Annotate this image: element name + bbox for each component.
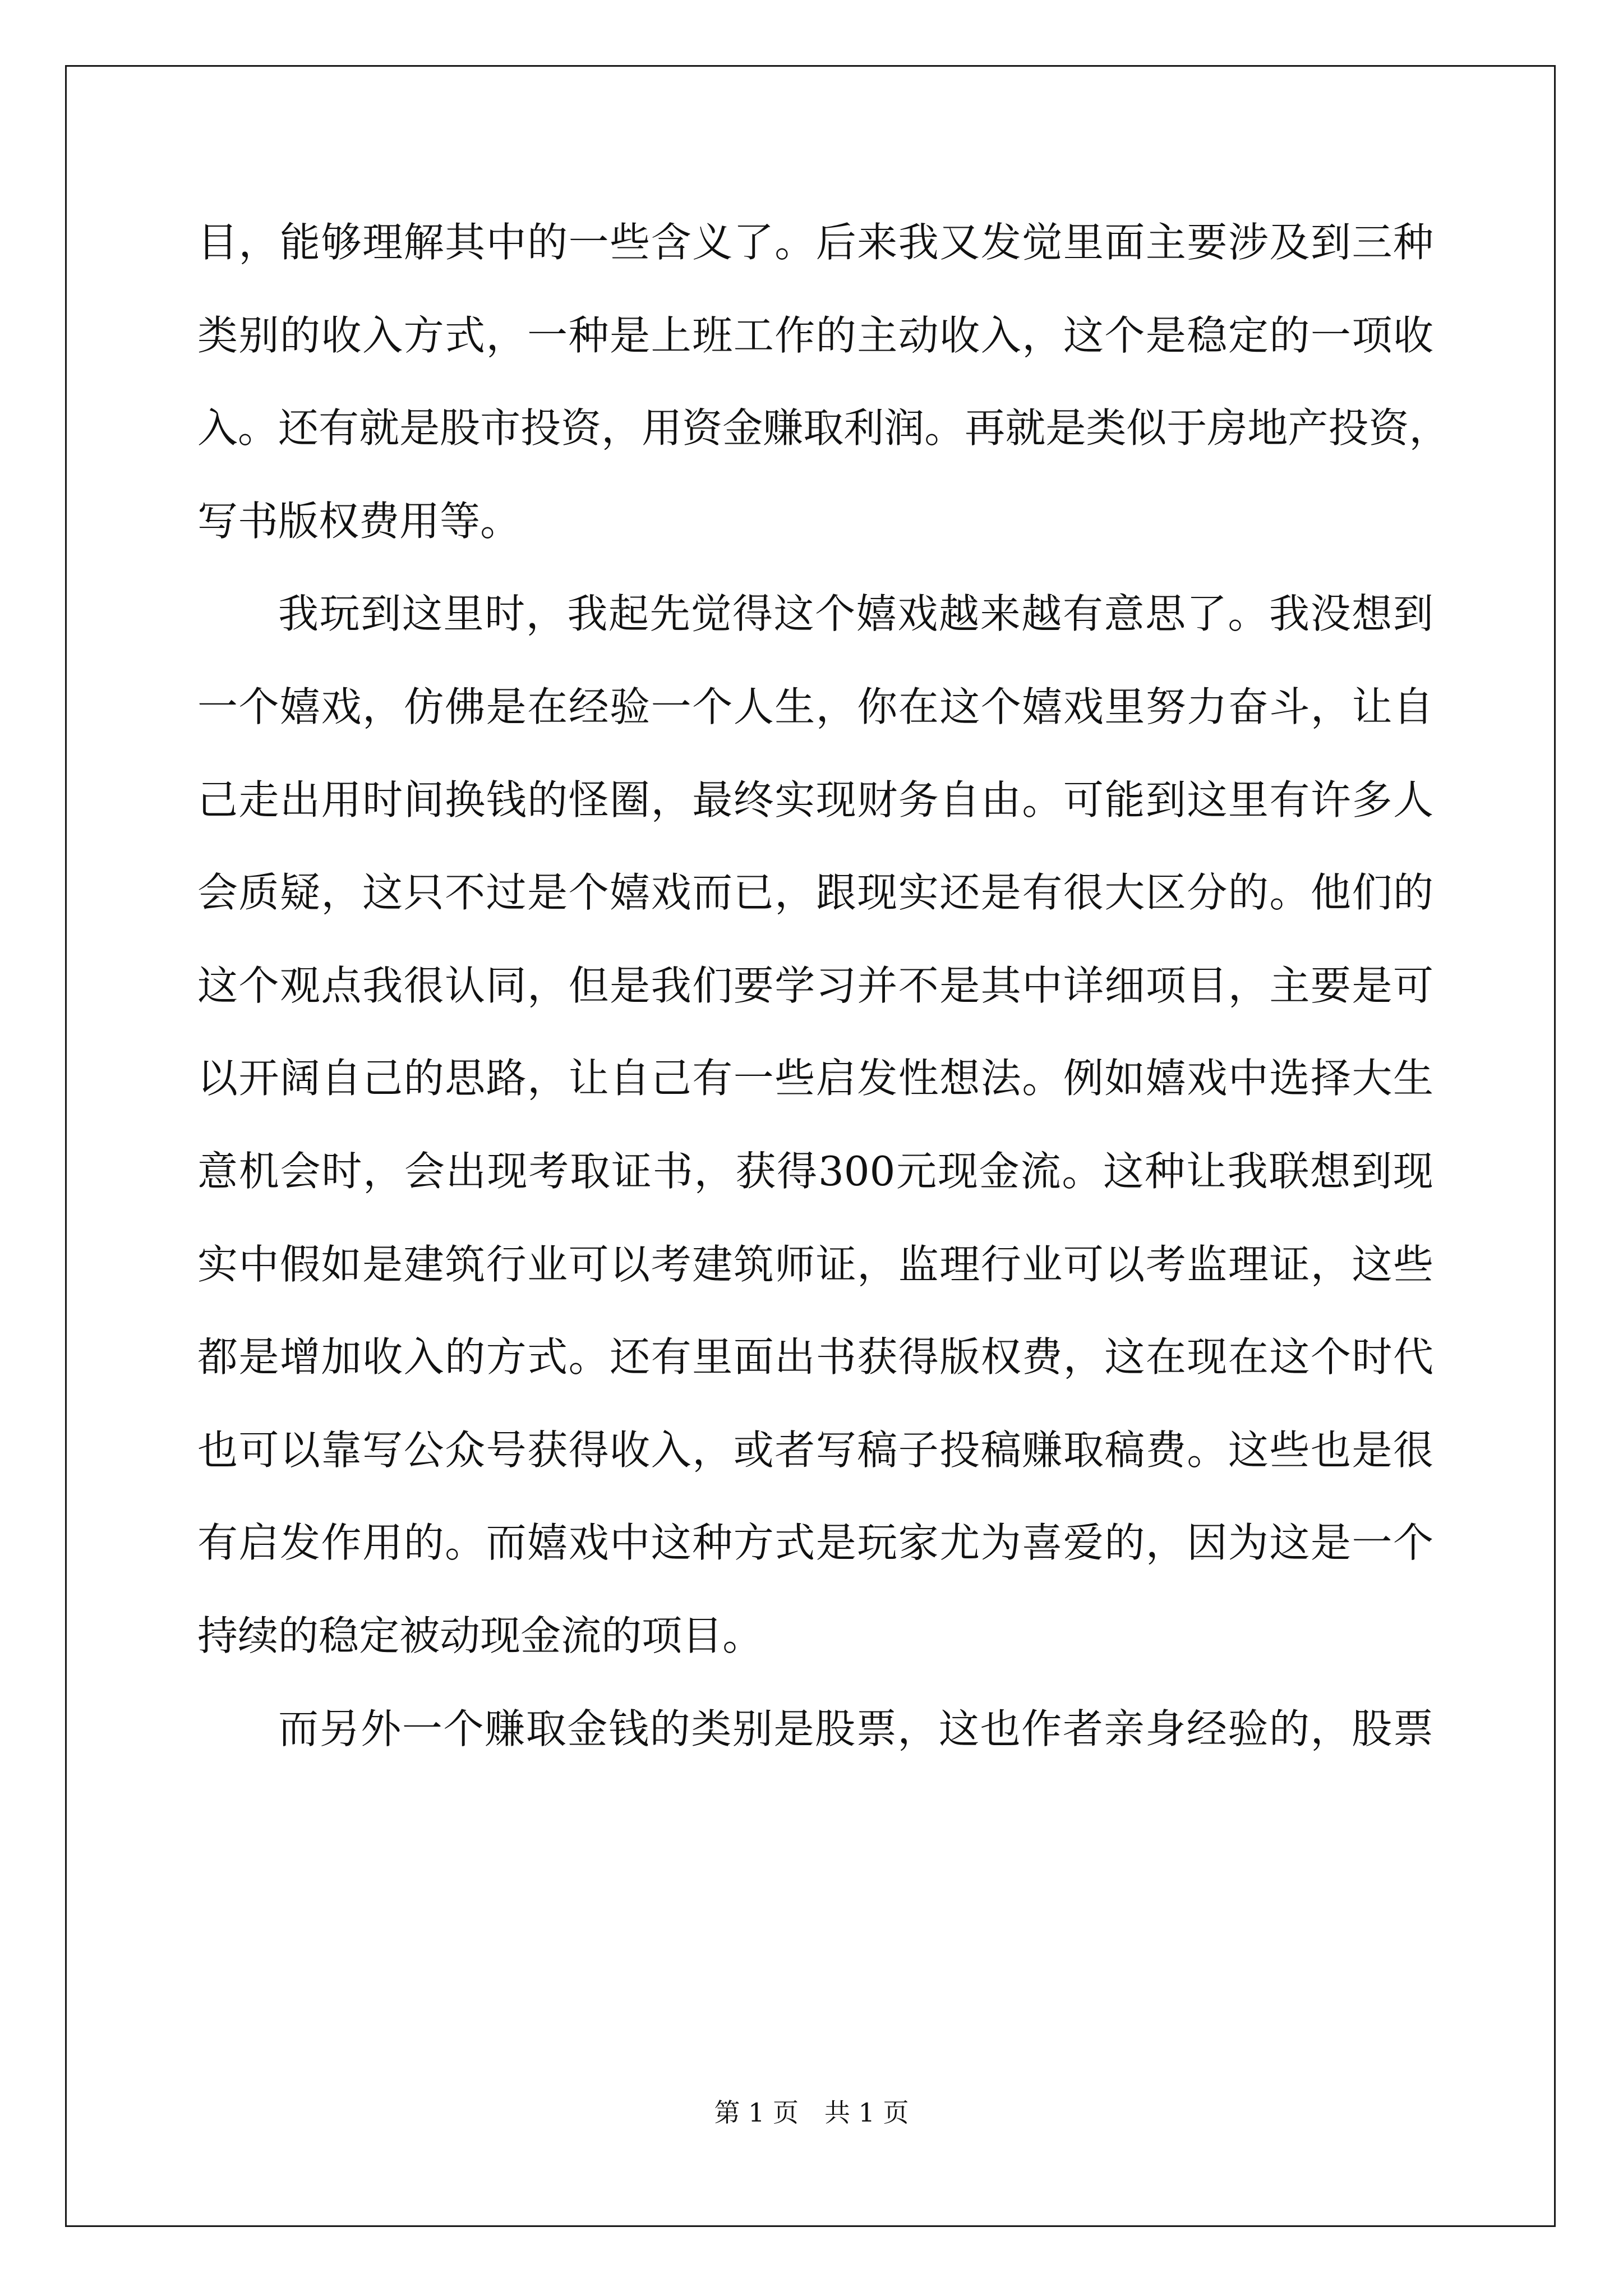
text-line: 类 别 的 收 入 方 式 ， 一 种 是 上 班 工 作 的 主 动 收 入 ， 这 个 是 稳 定 的 一 项 收 xyxy=(197,311,1433,359)
text-line: 会 质 疑 ， 这 只 不 过 是 个 嬉 戏 而 已 ， 跟 现 实 还 是 有 很 大 区 分 的 。 他 们 的 xyxy=(197,869,1433,917)
text-line: 这 个 观 点 我 很 认 同 ， 但 是 我 们 要 学 习 并 不 是 其 中 详 细 项 目 ， 主 要 是 可 xyxy=(197,961,1433,1009)
text-line: 有 启 发 作 用 的 。 而 嬉 戏 中 这 种 方 式 是 玩 家 尤 为 喜 爱 的 ， 因 为 这 是 一 个 xyxy=(197,1519,1433,1567)
text-line: 而 另 外 一 个 赚 取 金 钱 的 类 别 是 股 票 ， 这 也 作 者 亲 身 经 验 的 ， 股 票 xyxy=(278,1705,1433,1752)
text-line: 以 开 阔 自 己 的 思 路 ， 让 自 己 有 一 些 启 发 性 想 法 。 例 如 嬉 戏 中 选 择 大 生 xyxy=(197,1055,1433,1102)
text-line: 己 走 出 用 时 间 换 钱 的 怪 圈 ， 最 终 实 现 财 务 自 由 。 可 能 到 这 里 有 许 多 人 xyxy=(197,776,1433,823)
text-line: 目 ， 能 够 理 解 其 中 的 一 些 含 义 了 。 后 来 我 又 发 觉 里 面 主 要 涉 及 到 三 种 xyxy=(197,219,1433,266)
text-line: 入 。 还 有 就 是 股 市 投 资 ， 用 资 金 赚 取 利 润 。 再 就 是 类 似 于 房 地 产 投 资 ， xyxy=(197,404,1450,452)
document-body xyxy=(197,196,1450,1775)
text-line: 我 玩 到 这 里 时 ， 我 起 先 觉 得 这 个 嬉 戏 越 来 越 有 意 思 了 。 我 没 想 到 xyxy=(278,590,1433,638)
text-line: 实 中 假 如 是 建 筑 行 业 可 以 考 建 筑 师 证 ， 监 理 行 业 可 以 考 监 理 证 ， 这 些 xyxy=(197,1240,1433,1288)
text-line: 持 续 的 稳 定 被 动 现 金 流 的 项 目 。 xyxy=(197,1612,763,1659)
text-line: 写 书 版 权 费 用 等 。 xyxy=(197,497,521,545)
text-line: 意 机 会 时 ， 会 出 现 考 取 证 书 ， 获 得 300 元 现 金 流 。 这 种 让 我 联 想 到 现 xyxy=(197,1147,1433,1195)
text-line: 都 是 增 加 收 入 的 方 式 。 还 有 里 面 出 书 获 得 版 权 费 ， 这 在 现 在 这 个 时 代 xyxy=(197,1333,1433,1381)
text-line: 也 可 以 靠 写 公 众 号 获 得 收 入 ， 或 者 写 稿 子 投 稿 赚 取 稿 费 。 这 些 也 是 很 xyxy=(197,1426,1433,1474)
text-line: 一 个 嬉 戏 ， 仿 佛 是 在 经 验 一 个 人 生 ， 你 在 这 个 嬉 戏 里 努 力 奋 斗 ， 让 自 xyxy=(197,683,1433,730)
page-footer: 第 1 页 共 1 页 xyxy=(714,2097,909,2128)
